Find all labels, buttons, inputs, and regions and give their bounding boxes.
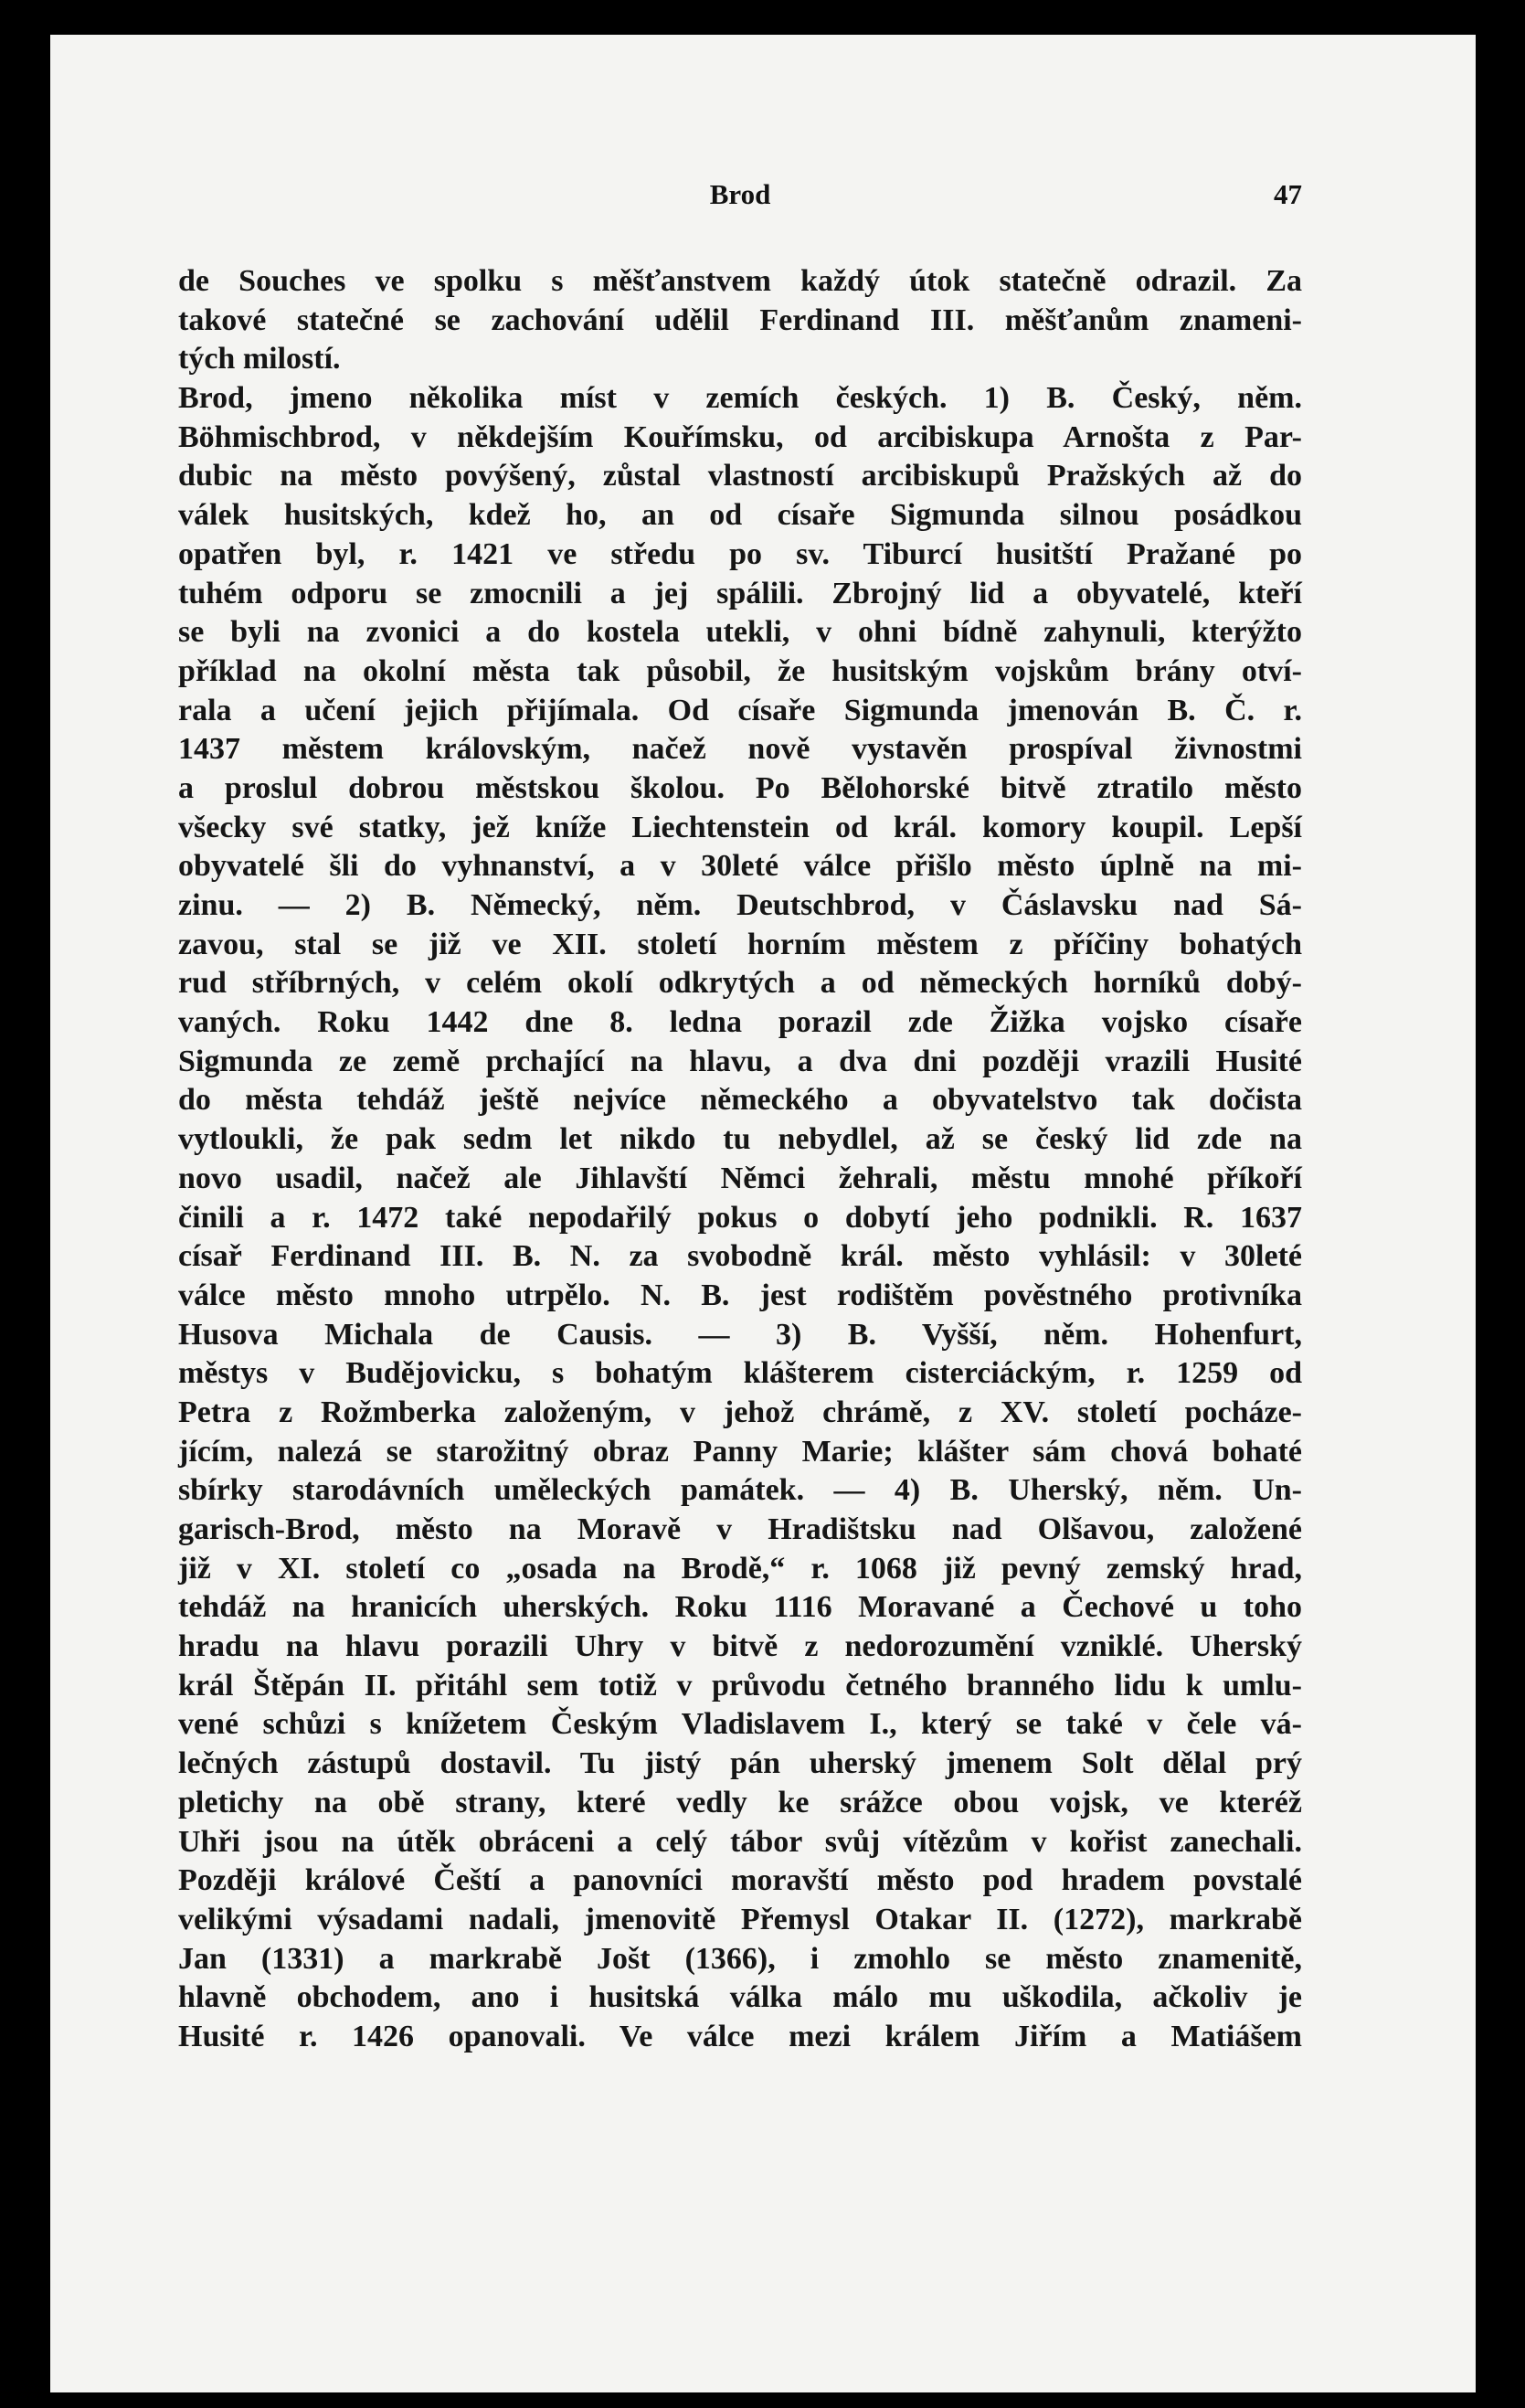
text-line: všecky své statky, jež kníže Liechtenstein od král. komory koupil. Lepší xyxy=(178,810,1302,844)
text-line: král Štěpán II. přitáhl sem totiž v průvodu četného branného lidu k umlu- xyxy=(178,1668,1302,1703)
text-line: Uhři jsou na útěk obráceni a celý tábor svůj vítězům v kořist zanechali. xyxy=(178,1824,1302,1859)
text-line: Husité r. 1426 opanovali. Ve válce mezi králem Jiřím a Matiášem xyxy=(178,2019,1302,2053)
text-line: sbírky starodávních uměleckých památek. — 4) B. Uherský, něm. Un- xyxy=(178,1473,1302,1508)
text-line: vaných. Roku 1442 dne 8. ledna porazil zde Žižka vojsko císaře xyxy=(178,1005,1302,1040)
text-line: tuhém odporu se zmocnili a jej spálili. Zbrojný lid a obyvatelé, kteří xyxy=(178,576,1302,610)
text-line: hlavně obchodem, ano i husitská válka málo mu uškodila, ačkoliv je xyxy=(178,1980,1302,2015)
text-line: dubic na město povýšený, zůstal vlastností arcibiskupů Pražských až do xyxy=(178,459,1302,493)
text-line: válce město mnoho utrpělo. N. B. jest rodištěm pověstného protivníka xyxy=(178,1278,1302,1312)
page-header xyxy=(178,178,1302,224)
text-line: Později králové Čeští a panovníci moravští město pod hradem povstalé xyxy=(178,1863,1302,1898)
text-line: garisch-Brod, město na Moravě v Hradištsku nad Olšavou, založené xyxy=(178,1512,1302,1546)
text-line: takové statečné se zachování udělil Ferdinand III. měšťanům znameni- xyxy=(178,302,1302,337)
running-head: Brod xyxy=(709,178,771,210)
page-number: 47 xyxy=(1274,178,1302,210)
text-line: zavou, stal se již ve XII. století horním městem z příčiny bohatých xyxy=(178,927,1302,961)
text-line: příklad na okolní města tak působil, že husitským vojskům brány otví- xyxy=(178,653,1302,688)
text-line: hradu na hlavu porazili Uhry v bitvě z nedorozumění vzniklé. Uherský xyxy=(178,1629,1302,1664)
text-line: novo usadil, načež ale Jihlavští Němci žehrali, městu mnohé příkoří xyxy=(178,1161,1302,1195)
text-line: rala a učení jejich přijímala. Od císaře Sigmunda jmenován B. Č. r. xyxy=(178,693,1302,727)
body-text xyxy=(178,262,1302,2057)
text-line: lečných zástupů dostavil. Tu jistý pán uherský jmenem Solt dělal prý xyxy=(178,1746,1302,1781)
text-line: tých milostí. xyxy=(178,342,341,377)
text-line: do města tehdáž ještě nejvíce německého a obyvatelstvo tak dočista xyxy=(178,1083,1302,1118)
text-line: Sigmunda ze země prchající na hlavu, a dva dni později vrazili Husité xyxy=(178,1044,1302,1078)
text-line: činili a r. 1472 také nepodařilý pokus o dobytí jeho podnikli. R. 1637 xyxy=(178,1200,1302,1235)
text-line: jícím, nalezá se starožitný obraz Panny Marie; klášter sám chová bohaté xyxy=(178,1434,1302,1469)
text-line: obyvatelé šli do vyhnanství, a v 30leté válce přišlo město úplně na mi- xyxy=(178,849,1302,884)
text-line: již v XI. století co „osada na Brodě,“ r. 1068 již pevný zemský hrad, xyxy=(178,1551,1302,1586)
text-line: Brod, jmeno několika míst v zemích českých. 1) B. Český, něm. xyxy=(178,381,1302,416)
text-line: Petra z Rožmberka založeným, v jehož chrámě, z XV. století pocháze- xyxy=(178,1395,1302,1429)
text-line: 1437 městem královským, načež nově vystavěn prospíval živnostmi xyxy=(178,732,1302,767)
text-line: de Souches ve spolku s měšťanstvem každý útok statečně odrazil. Za xyxy=(178,264,1302,298)
text-line: rud stříbrných, v celém okolí odkrytých a od německých horníků dobý- xyxy=(178,966,1302,1001)
text-line: zinu. — 2) B. Německý, něm. Deutschbrod, v Čáslavsku nad Sá- xyxy=(178,888,1302,922)
text-line: válek husitských, kdež ho, an od císaře Sigmunda silnou posádkou xyxy=(178,498,1302,533)
text-line: a proslul dobrou městskou školou. Po Bělohorské bitvě ztratilo město xyxy=(178,770,1302,805)
text-line: tehdáž na hranicích uherských. Roku 1116 Moravané a Čechové u toho xyxy=(178,1590,1302,1625)
text-line: Jan (1331) a markrabě Jošt (1366), i zmohlo se město znamenitě, xyxy=(178,1941,1302,1976)
text-line: Böhmischbrod, v někdejším Kouřímsku, od arcibiskupa Arnošta z Par- xyxy=(178,419,1302,454)
text-line: velikými výsadami nadali, jmenovitě Přemysl Otakar II. (1272), markrabě xyxy=(178,1902,1302,1936)
text-line: pletichy na obě strany, které vedly ke srážce obou vojsk, ve kteréž xyxy=(178,1785,1302,1819)
text-line: císař Ferdinand III. B. N. za svobodně král. město vyhlásil: v 30leté xyxy=(178,1239,1302,1274)
text-line: opatřen byl, r. 1421 ve středu po sv. Tiburcí husitští Pražané po xyxy=(178,536,1302,571)
text-line: se byli na zvonici a do kostela utekli, v ohni bídně zahynuli, kterýžto xyxy=(178,615,1302,650)
text-line: Husova Michala de Causis. — 3) B. Vyšší, něm. Hohenfurt, xyxy=(178,1317,1302,1352)
text-line: městys v Budějovicku, s bohatým klášterem cisterciáckým, r. 1259 od xyxy=(178,1356,1302,1391)
text-line: vené schůzi s knížetem Českým Vladislavem I., který se také v čele vá- xyxy=(178,1707,1302,1742)
text-line: vytloukli, že pak sedm let nikdo tu nebydlel, až se český lid zde na xyxy=(178,1122,1302,1157)
